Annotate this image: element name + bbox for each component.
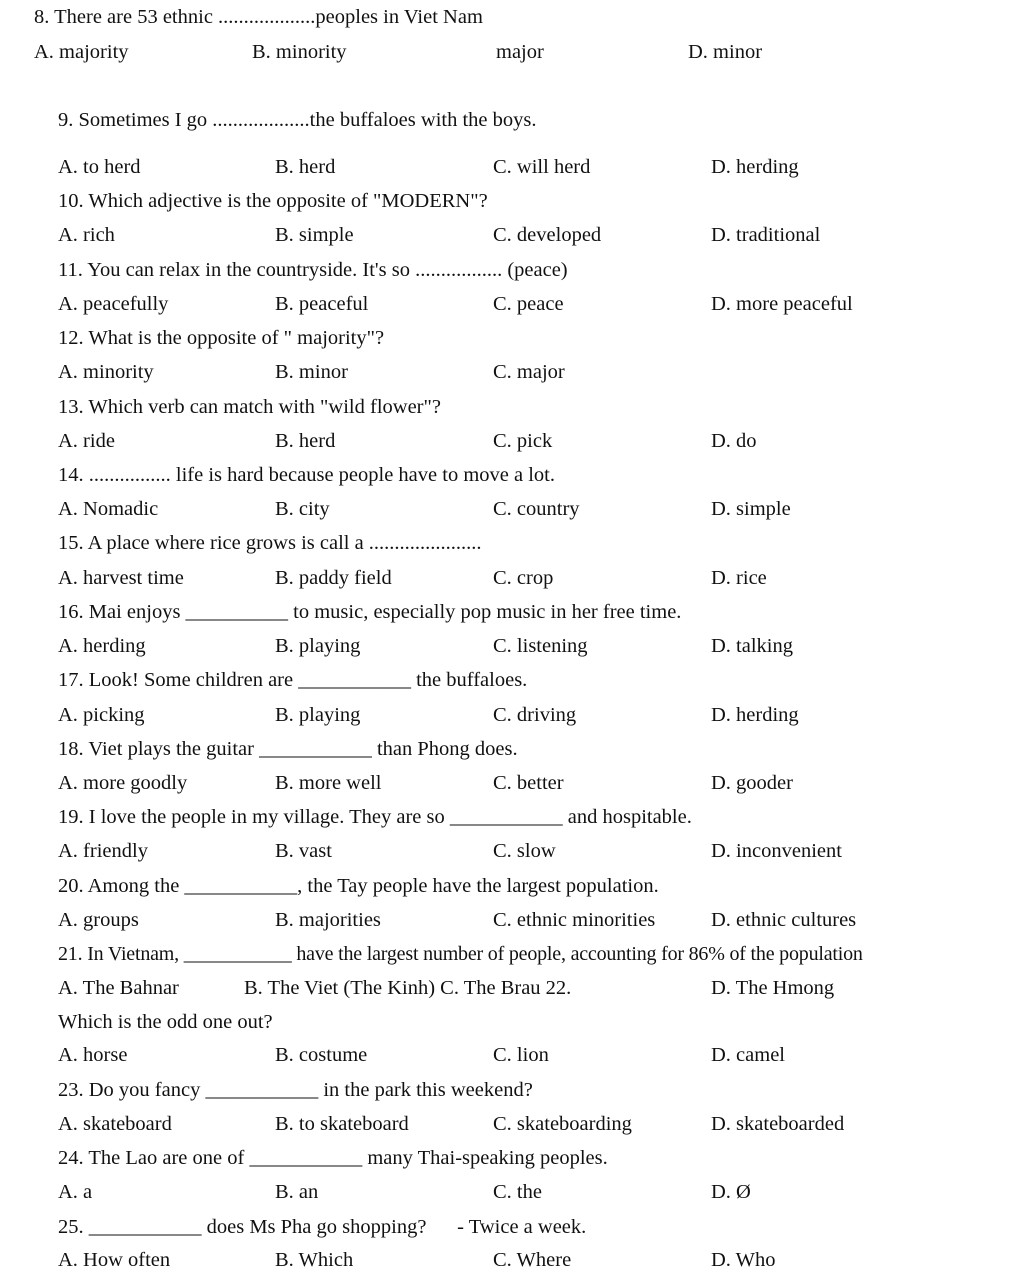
- question-18-option-c: C. better: [493, 772, 564, 794]
- question-25-option-a: A. How often: [58, 1249, 171, 1271]
- question-15-option-d: D. rice: [711, 567, 767, 589]
- question-21-option-d: D. The Hmong: [711, 977, 835, 999]
- question-20-option-b: B. majorities: [275, 909, 381, 931]
- question-23-option-a: A. skateboard: [58, 1113, 172, 1135]
- question-21-options-b-c: B. The Viet (The Kinh) C. The Brau 22.: [244, 977, 572, 999]
- question-21-option-a: A. The Bahnar: [58, 977, 179, 999]
- question-24-option-b: B. an: [275, 1181, 319, 1203]
- question-18-option-b: B. more well: [275, 772, 382, 794]
- question-9-option-c: C. will herd: [493, 156, 591, 178]
- question-18-option-a: A. more goodly: [58, 772, 188, 794]
- question-15-text: 15. A place where rice grows is call a ......................: [58, 532, 482, 554]
- question-18-option-d: D. gooder: [711, 772, 793, 794]
- question-13-option-b: B. herd: [275, 430, 336, 452]
- question-25-option-c: C. Where: [493, 1249, 572, 1271]
- question-8-option-c: major: [496, 41, 544, 63]
- question-22-option-c: C. lion: [493, 1044, 549, 1066]
- question-16-text: 16. Mai enjoys __________ to music, especially pop music in her free time.: [58, 601, 682, 623]
- question-24-option-c: C. the: [493, 1181, 542, 1203]
- question-18-text: 18. Viet plays the guitar ___________ than Phong does.: [58, 738, 518, 760]
- question-16-option-d: D. talking: [711, 635, 793, 657]
- question-14-option-d: D. simple: [711, 498, 791, 520]
- question-17-text: 17. Look! Some children are ___________ the buffaloes.: [58, 669, 528, 691]
- question-16-option-c: C. listening: [493, 635, 588, 657]
- question-11-option-a: A. peacefully: [58, 293, 169, 315]
- question-10-text: 10. Which adjective is the opposite of "MODERN"?: [58, 190, 488, 212]
- question-10-option-a: A. rich: [58, 224, 115, 246]
- question-11-text: 11. You can relax in the countryside. It's so ................. (peace): [58, 259, 568, 281]
- question-19-option-c: C. slow: [493, 840, 556, 862]
- question-11-option-b: B. peaceful: [275, 293, 369, 315]
- question-23-option-d: D. skateboarded: [711, 1113, 845, 1135]
- question-8-option-b: B. minority: [252, 41, 347, 63]
- question-22-option-b: B. costume: [275, 1044, 368, 1066]
- question-24-option-a: A. a: [58, 1181, 93, 1203]
- question-22-option-a: A. horse: [58, 1044, 128, 1066]
- question-22-text: Which is the odd one out?: [58, 1011, 273, 1033]
- question-12-option-b: B. minor: [275, 361, 348, 383]
- question-24-option-d: D. Ø: [711, 1181, 751, 1203]
- question-12-option-c: C. major: [493, 361, 565, 383]
- question-20-text: 20. Among the ___________, the Tay people have the largest population.: [58, 875, 659, 897]
- question-13-option-a: A. ride: [58, 430, 115, 452]
- question-10-option-d: D. traditional: [711, 224, 821, 246]
- question-12-option-a: A. minority: [58, 361, 154, 383]
- question-17-option-a: A. picking: [58, 704, 145, 726]
- question-17-option-b: B. playing: [275, 704, 361, 726]
- question-9-option-b: B. herd: [275, 156, 336, 178]
- question-14-option-c: C. country: [493, 498, 580, 520]
- question-23-text: 23. Do you fancy ___________ in the park this weekend?: [58, 1079, 533, 1101]
- question-17-option-d: D. herding: [711, 704, 799, 726]
- question-15-option-a: A. harvest time: [58, 567, 184, 589]
- question-17-option-c: C. driving: [493, 704, 577, 726]
- question-8-option-d: D. minor: [688, 41, 763, 63]
- question-24-text: 24. The Lao are one of ___________ many Thai-speaking peoples.: [58, 1147, 608, 1169]
- question-15-option-b: B. paddy field: [275, 567, 392, 589]
- question-13-text: 13. Which verb can match with "wild flower"?: [58, 396, 441, 418]
- question-25-option-d: D. Who: [711, 1249, 776, 1271]
- question-19-option-d: D. inconvenient: [711, 840, 842, 862]
- question-21-text: 21. In Vietnam, ___________ have the largest number of people, accounting for 86% of the population: [58, 943, 863, 965]
- question-8-option-a: A. majority: [34, 41, 129, 63]
- question-22-option-d: D. camel: [711, 1044, 785, 1066]
- question-23-option-c: C. skateboarding: [493, 1113, 632, 1135]
- question-14-text: 14. ................ life is hard because people have to move a lot.: [58, 464, 555, 486]
- question-19-option-b: B. vast: [275, 840, 332, 862]
- question-23-option-b: B. to skateboard: [275, 1113, 409, 1135]
- question-20-option-d: D. ethnic cultures: [711, 909, 857, 931]
- question-20-option-c: C. ethnic minorities: [493, 909, 656, 931]
- question-13-option-c: C. pick: [493, 430, 553, 452]
- question-11-option-c: C. peace: [493, 293, 564, 315]
- question-10-option-b: B. simple: [275, 224, 354, 246]
- question-9-text: 9. Sometimes I go ...................the buffaloes with the boys.: [58, 109, 537, 131]
- question-9-option-d: D. herding: [711, 156, 799, 178]
- question-25-option-b: B. Which: [275, 1249, 354, 1271]
- question-20-option-a: A. groups: [58, 909, 139, 931]
- question-10-option-c: C. developed: [493, 224, 602, 246]
- question-25-text: 25. ___________ does Ms Pha go shopping? - Twice a week.: [58, 1216, 587, 1238]
- question-12-text: 12. What is the opposite of " majority"?: [58, 327, 385, 349]
- question-14-option-a: A. Nomadic: [58, 498, 159, 520]
- question-19-option-a: A. friendly: [58, 840, 148, 862]
- question-9-option-a: A. to herd: [58, 156, 141, 178]
- question-8-text: 8. There are 53 ethnic ...................peoples in Viet Nam: [34, 6, 483, 28]
- question-13-option-d: D. do: [711, 430, 757, 452]
- question-16-option-b: B. playing: [275, 635, 361, 657]
- question-11-option-d: D. more peaceful: [711, 293, 853, 315]
- question-19-text: 19. I love the people in my village. They are so ___________ and hospitable.: [58, 806, 692, 828]
- question-16-option-a: A. herding: [58, 635, 146, 657]
- question-14-option-b: B. city: [275, 498, 330, 520]
- question-15-option-c: C. crop: [493, 567, 554, 589]
